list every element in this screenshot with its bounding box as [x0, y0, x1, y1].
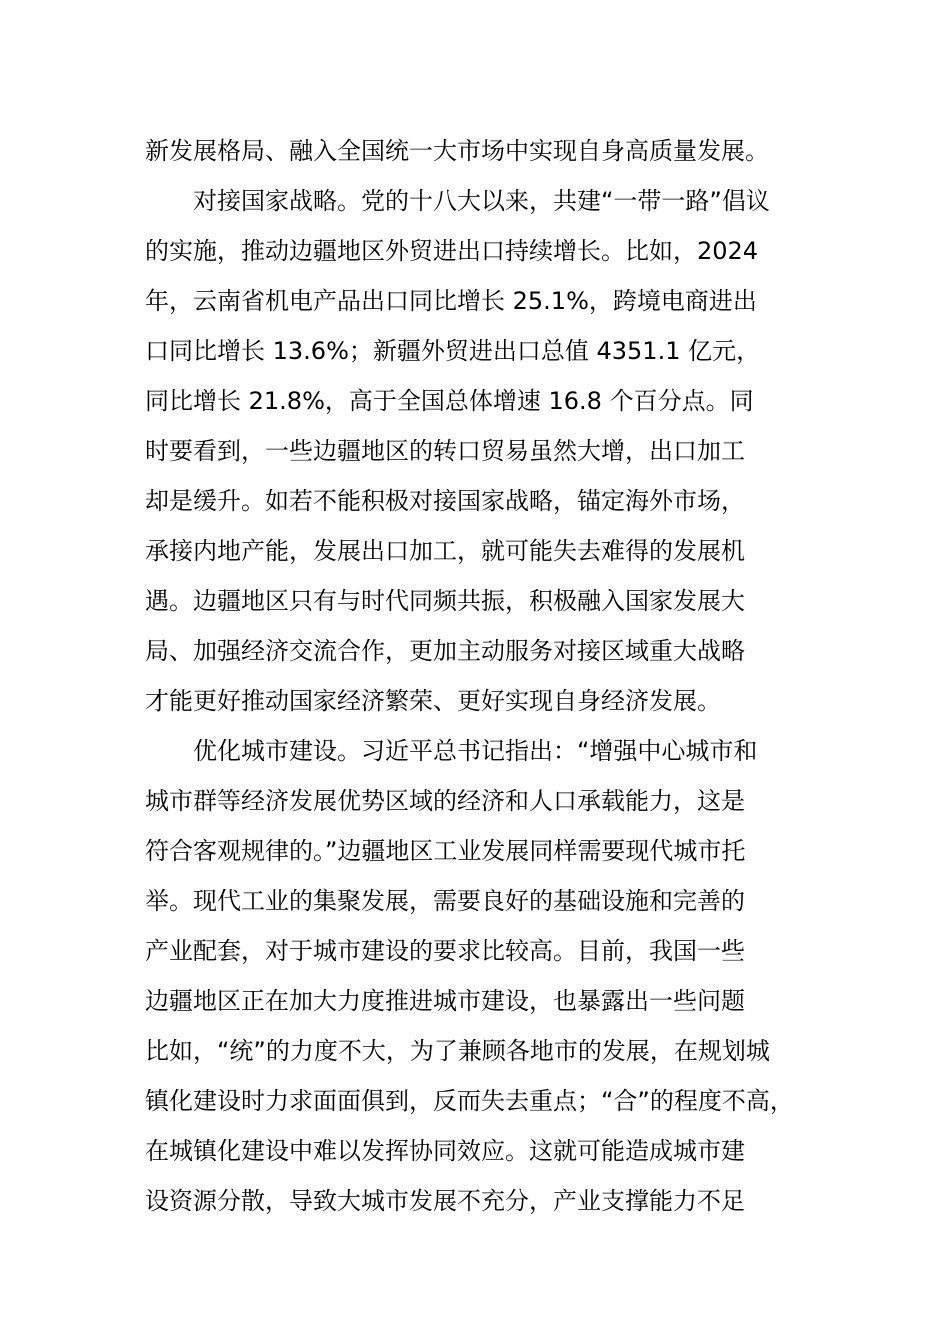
text-line: 时要看到，一些边疆地区的转口贸易虽然大增，出口加工 — [145, 437, 745, 465]
text-line: 符合客观规律的。”边疆地区工业发展同样需要现代城市托 — [145, 837, 746, 865]
text-line: 年，云南省机电产品出口同比增长 25.1%，跨境电商进出 — [145, 287, 757, 315]
text-line: 举。现代工业的集聚发展，需要良好的基础设施和完善的 — [145, 887, 745, 915]
text-line: 的实施，推动边疆地区外贸进出口持续增长。比如，2024 — [145, 237, 759, 265]
text-line: 遇。边疆地区只有与时代同频共振，积极融入国家发展大 — [145, 587, 745, 615]
text-line: 承接内地产能，发展出口加工，就可能失去难得的发展机 — [145, 537, 745, 565]
paragraph-first-line: 对接国家战略。党的十八大以来，共建“一带一路”倡议 — [193, 187, 770, 215]
paragraph-first-line: 优化城市建设。习近平总书记指出：“增强中心城市和 — [193, 737, 758, 765]
body-text — [145, 126, 835, 1226]
text-line: 口同比增长 13.6%；新疆外贸进出口总值 4351.1 亿元， — [145, 337, 761, 365]
text-line: 却是缓升。如若不能积极对接国家战略，锚定海外市场， — [145, 487, 745, 515]
text-line: 镇化建设时力求面面俱到，反而失去重点；“合”的程度不高， — [145, 1087, 794, 1115]
text-line: 比如，“统”的力度不大，为了兼顾各地市的发展，在规划城 — [145, 1037, 770, 1065]
text-line: 同比增长 21.8%，高于全国总体增速 16.8 个百分点。同 — [145, 387, 754, 415]
text-line: 才能更好推动国家经济繁荣、更好实现自身经济发展。 — [145, 687, 721, 715]
text-line: 城市群等经济发展优势区域的经济和人口承载能力，这是 — [145, 787, 745, 815]
text-line: 边疆地区正在加大力度推进城市建设，也暴露出一些问题 — [145, 987, 745, 1015]
text-line: 新发展格局、融入全国统一大市场中实现自身高质量发展。 — [145, 137, 769, 165]
text-line: 产业配套，对于城市建设的要求比较高。目前，我国一些 — [145, 937, 745, 965]
text-line: 在城镇化建设中难以发挥协同效应。这就可能造成城市建 — [145, 1137, 745, 1165]
text-line: 局、加强经济交流合作，更加主动服务对接区域重大战略 — [145, 637, 745, 665]
text-line: 设资源分散，导致大城市发展不充分，产业支撑能力不足 — [145, 1187, 745, 1215]
